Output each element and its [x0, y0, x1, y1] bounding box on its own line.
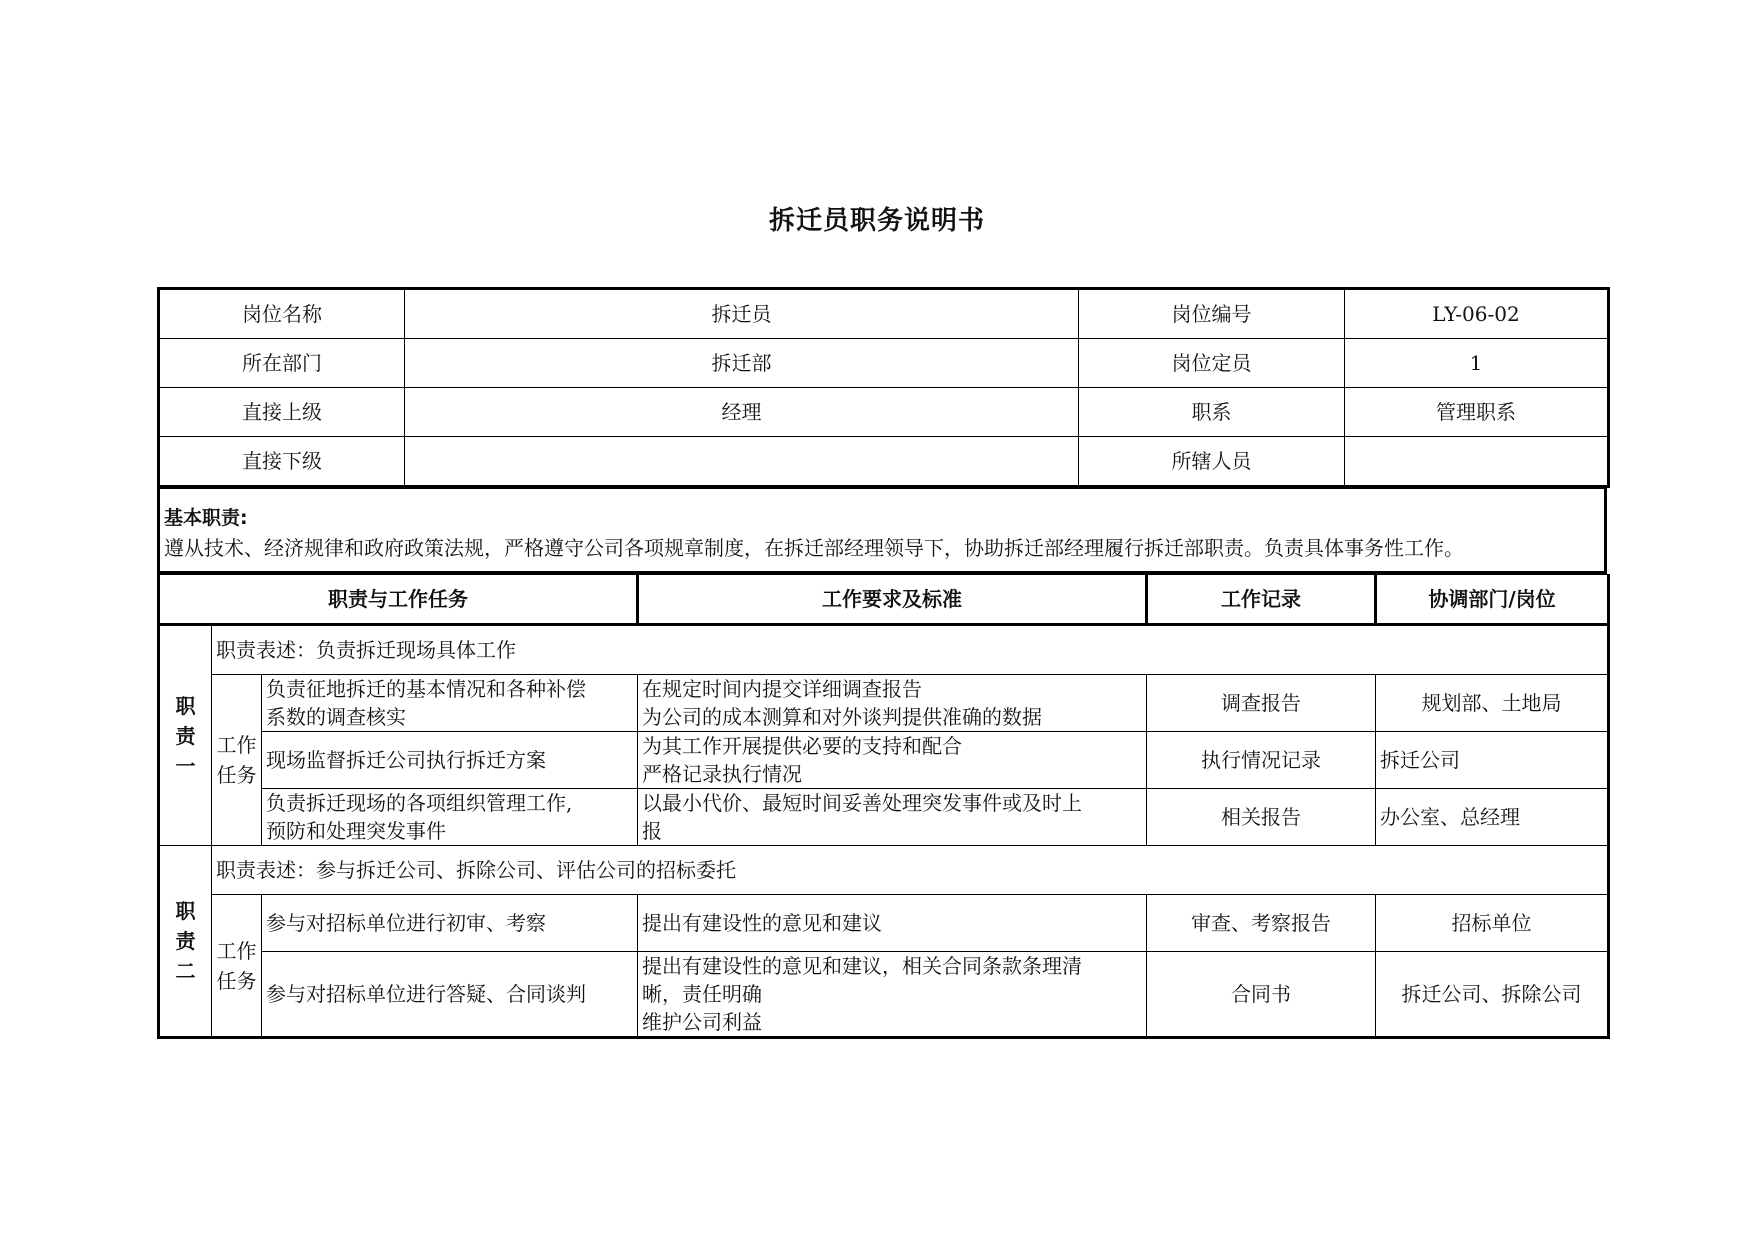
requirement-cell: 为其工作开展提供必要的支持和配合 严格记录执行情况: [638, 732, 1147, 789]
department-label: 所在部门: [159, 339, 405, 388]
task-cell: 负责征地拆迁的基本情况和各种补偿 系数的调查核实: [262, 675, 638, 732]
managed-staff-value: [1345, 437, 1609, 487]
task-cell: 现场监督拆迁公司执行拆迁方案: [262, 732, 638, 789]
table-row: [159, 489, 1606, 573]
table-row: [159, 732, 1609, 789]
requirement-cell: 以最小代价、最短时间妥善处理突发事件或及时上 报: [638, 789, 1147, 846]
duty-statement-row: [159, 625, 1609, 675]
duty-1-statement: 职责表述：负责拆迁现场具体工作: [212, 625, 1609, 675]
task-cell: 参与对招标单位进行答疑、合同谈判: [262, 952, 638, 1038]
coordination-cell: 拆迁公司、拆除公司: [1376, 952, 1609, 1038]
duty-2-label: 职 责 二: [159, 846, 212, 1038]
basic-duty-heading: 基本职责:: [164, 507, 248, 529]
table-row: [159, 895, 1609, 952]
subordinate-label: 直接下级: [159, 437, 405, 487]
record-cell: 审查、考察报告: [1147, 895, 1376, 952]
task-cell: 负责拆迁现场的各项组织管理工作, 预防和处理突发事件: [262, 789, 638, 846]
position-code-label: 岗位编号: [1079, 289, 1345, 339]
table-row: [159, 789, 1609, 846]
table-row: [159, 388, 1609, 437]
duty-2-statement: 职责表述：参与拆迁公司、拆除公司、评估公司的招标委托: [212, 846, 1609, 895]
duty-1-task-label: 工作 任务: [212, 675, 262, 846]
duty-statement-row: [159, 846, 1609, 895]
requirement-cell: 提出有建设性的意见和建议: [638, 895, 1147, 952]
col-records: 工作记录: [1147, 575, 1376, 625]
record-cell: 调查报告: [1147, 675, 1376, 732]
table-row: [159, 339, 1609, 388]
record-cell: 相关报告: [1147, 789, 1376, 846]
subordinate-value: [405, 437, 1079, 487]
position-info-table: [157, 287, 1610, 488]
col-duty-task: 职责与工作任务: [159, 575, 638, 625]
requirement-cell: 提出有建设性的意见和建议，相关合同条款条理清 晰，责任明确 维护公司利益: [638, 952, 1147, 1038]
duty-2-task-label: 工作 任务: [212, 895, 262, 1038]
coordination-cell: 办公室、总经理: [1376, 789, 1609, 846]
table-row: [159, 437, 1609, 487]
basic-duty-cell: [159, 489, 1606, 573]
task-cell: 参与对招标单位进行初审、考察: [262, 895, 638, 952]
job-description-sheet: [157, 287, 1607, 1039]
coordination-cell: 招标单位: [1376, 895, 1609, 952]
job-family-value: 管理职系: [1345, 388, 1609, 437]
record-cell: 执行情况记录: [1147, 732, 1376, 789]
position-name-label: 岗位名称: [159, 289, 405, 339]
department-value: 拆迁部: [405, 339, 1079, 388]
requirement-cell: 在规定时间内提交详细调查报告 为公司的成本测算和对外谈判提供准确的数据: [638, 675, 1147, 732]
coordination-cell: 规划部、土地局: [1376, 675, 1609, 732]
duties-header-row: [159, 575, 1609, 625]
headcount-value: 1: [1345, 339, 1609, 388]
col-requirements: 工作要求及标准: [638, 575, 1147, 625]
document-title: 拆迁员职务说明书: [768, 206, 985, 236]
position-code-value: LY-06-02: [1345, 289, 1609, 339]
record-cell: 合同书: [1147, 952, 1376, 1038]
col-coordination: 协调部门/岗位: [1376, 575, 1609, 625]
table-row: [159, 952, 1609, 1038]
superior-label: 直接上级: [159, 388, 405, 437]
managed-staff-label: 所辖人员: [1079, 437, 1345, 487]
duty-1-label: 职 责 一: [159, 625, 212, 846]
superior-value: 经理: [405, 388, 1079, 437]
job-family-label: 职系: [1079, 388, 1345, 437]
position-name-value: 拆迁员: [405, 289, 1079, 339]
table-row: [159, 675, 1609, 732]
table-row: [159, 289, 1609, 339]
headcount-label: 岗位定员: [1079, 339, 1345, 388]
duties-table: [157, 574, 1610, 1039]
basic-duty-text: 遵从技术、经济规律和政府政策法规，严格遵守公司各项规章制度，在拆迁部经理领导下，协助拆迁部经理履行拆迁部职责。负责具体事务性工作。: [164, 536, 1464, 560]
coordination-cell: 拆迁公司: [1376, 732, 1609, 789]
basic-duty-table: [157, 488, 1607, 574]
